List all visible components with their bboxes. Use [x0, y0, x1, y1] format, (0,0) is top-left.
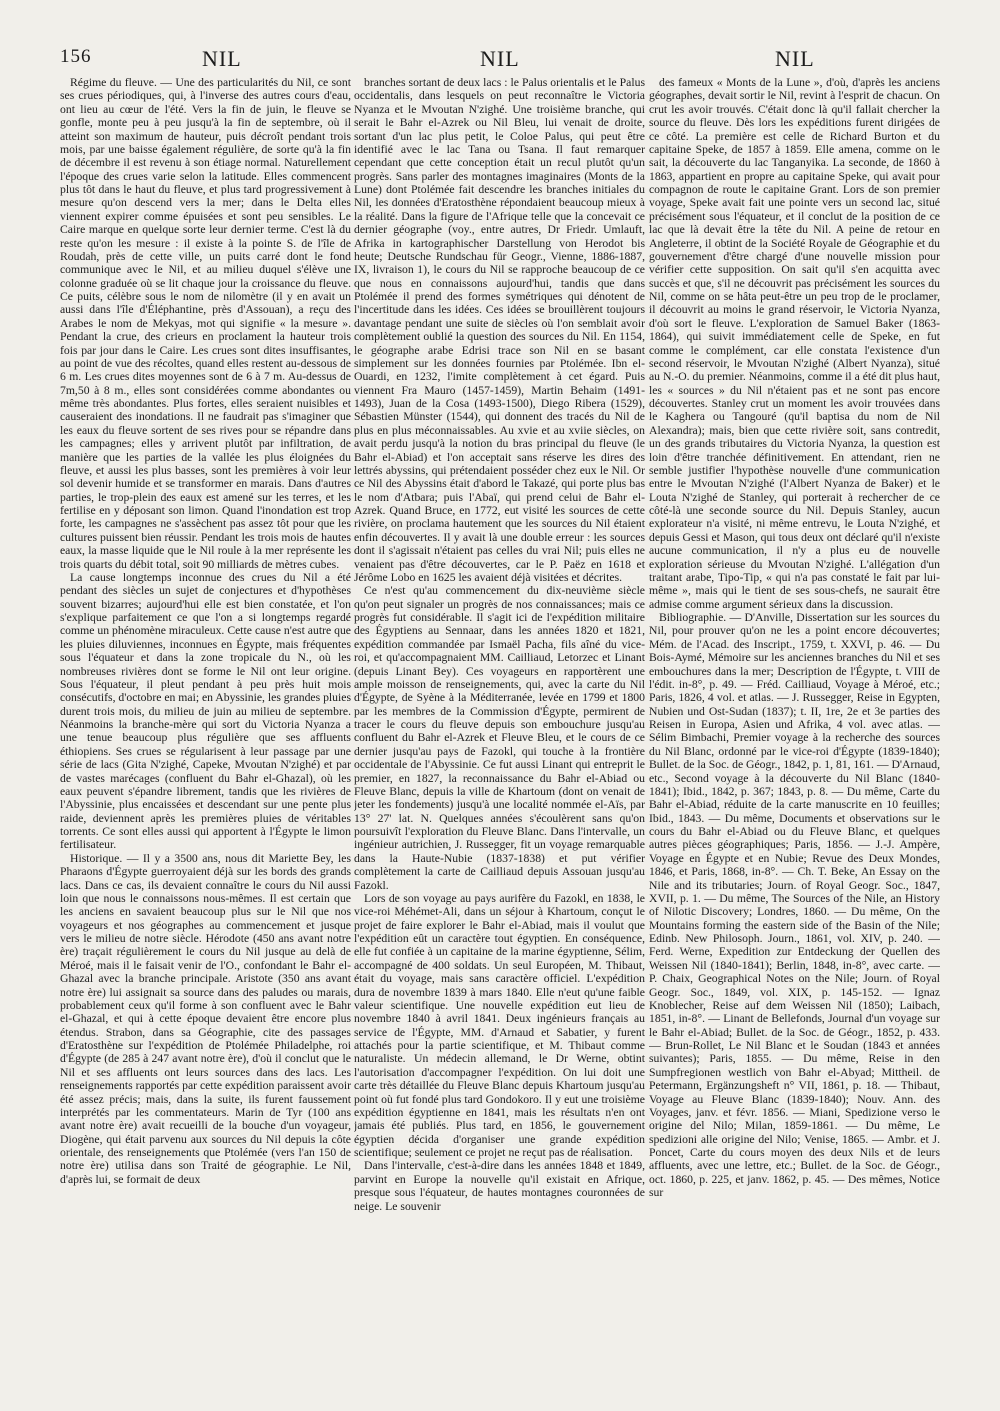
- running-head-center: NIL: [480, 46, 520, 71]
- paragraph-ptolemee: branches sortant de deux lacs : le Palus orientalis et le Palus occidentalis, dans lesquels on peut reconnaître le Victoria Nyanza et le Mvoutan N'zighé. Une troisième branche, qui serait le Bahr el-Azrek ou Nil Bleu, lui venait de droite, sortant d'un lac plus petit, le Coloe Palus, qui peut être identifié avec le lac Tana ou Tsana. Il faut remarquer cependant que cette conception était un recul plutôt qu'un progrès. Sans parler des montagnes imaginaires (Monts de la Lune) dont Ptolémée fait descendre les branches initiales du Nil, les données d'Eratosthène répondaient beaucoup mieux à la réalité. Dans la figure de l'Afrique telle que la concevait ce dernier géographe (voy., entre autres, Dr Friedr. Umlauft, Afrika in kartographischer Darstellung von Herodot bis heute; Deutsche Rundschau für Geogr., Vienne, 1886-1887, IX, livraison 1), le cours du Nil se rapproche beaucoup de ce que nous en connaissons aujourd'hui, tandis que dans Ptolémée il prend des formes symétriques qui dénotent de l'incertitude dans les idées. Ces idées se brouillèrent toujours davantage pendant une suite de siècles où l'on semblait avoir complètement oublié la question des sources du Nil. En 1154, le géographe arabe Edrisi trace son Nil en se basant simplement sur les données fournies par Ptolémée. Ibn el-Ouardi, en 1232, l'imite complètement à cet égard. Puis viennent Fra Mauro (1457-1459), Martin Behaim (1491-1493), Juan de la Cosa (1493-1500), Diego Ribera (1529), Sébastien Münster (1544), qui donnent des tracés du Nil de plus en plus méconnaissables. Au xvie et au xviie siècles, on avait perdu jusqu'à la notion du bras principal du fleuve (le Bahr el-Abiad) et l'on acceptait sans réserve les dires des lettrés abyssins, qui prétendaient posséder chez eux le Nil. Or ce Nil des Abyssins était d'abord le Takazé, qui porte plus bas le nom d'Atbara; puis l'Abaï, qui prend celui de Bahr el-Azrek. Quand Bruce, en 1772, eut visité les sources de cette rivière, on proclama hautement que les sources du Nil étaient enfin découvertes. Il y avait là une double erreur : les sources dont il s'agissait n'étaient pas celles du vrai Nil; puis elles ne venaient pas d'être découvertes, car le P. Paëz en 1618 et Jérôme Lobo en 1625 les avaient déjà visitées et décrites.: [354, 76, 645, 584]
- text-column-2: [354, 76, 645, 1401]
- running-header: [60, 40, 942, 72]
- running-head-right: NIL: [775, 46, 815, 71]
- paragraph-monts-de-la-lune: des fameux « Monts de la Lune », d'où, d'après les anciens géographes, devait sortir le Nil, revint à l'esprit de chacun. On crut les avoir trouvés. C'était donc là qu'il fallait chercher la source du fleuve. Dès lors les expéditions furent dirigées de ce côté. La première est celle de Richard Burton et du capitaine Speke, de 1857 à 1859. Elle amena, comme on le sait, la découverte du lac Tanganyika. La seconde, de 1860 à 1863, appartient en propre au capitaine Speke, qui avait pour compagnon de route le capitaine Grant. Lors de son premier voyage, Speke avait fait une pointe vers un second lac, situé précisément sous l'équateur, et il conclut de la position de ce lac que là devait être la tête du Nil. A peine de retour en Angleterre, il obtint de la Société Royale de Géographie et du gouvernement d'être chargé d'une nouvelle mission pour vérifier cette supposition. On sait qu'il s'en acquitta avec succès et que, s'il ne découvrit pas précisément les sources du Nil, comme on se hâta peut-être un peu trop de le proclamer, il découvrit au moins le grand réservoir, le Victoria Nyanza, d'où sort le fleuve. L'exploration de Samuel Baker (1863-1864), qui suivit immédiatement celle de Speke, en fut comme le complément, car elle constata l'existence d'un second réservoir, le Mvoutan N'zighé (Albert Nyanza), situé au N.-O. du premier. Néanmoins, comme il a été dit plus haut, les « sources » du Nil n'étaient pas et ne sont pas encore découvertes. Stanley crut un moment les avoir trouvées dans le Kaghera ou Tangouré (qu'il baptisa du nom de Nil Alexandra); mais, bien que cette rivière soit, sans contredit, un des grands tributaires du Victoria Nyanza, la question est loin d'être tranchée définitivement. En attendant, rien ne semble justifier l'hypothèse nouvelle d'une communication entre le Mvoutan N'zighé (l'Albert Nyanza de Baker) et le Louta N'zighé de Stanley, qui porterait à rechercher de ce côté-là une seconde source du Nil. Depuis Stanley, aucun explorateur n'a visité, ni même entrevu, le Louta N'zighé, et depuis Gessi et Mason, qui tous deux ont déclaré qu'il n'existe aucune communication, il n'y a plus eu de nouvelle exploration sérieuse du Mvoutan N'zighé. L'allégation d'un traitant arabe, Tipo-Tip, « qui n'a pas constaté le fait par lui-même », mais qui le tient de ses sous-chefs, ne saurait être admise comme argument sérieux dans la discussion.: [649, 76, 940, 611]
- running-head-left: NIL: [202, 46, 242, 71]
- paragraph-cause-des-crues: La cause longtemps inconnue des crues du Nil a été pendant des siècles un sujet de conjectures et d'hypothèses souvent bizarres; aujourd'hui elle est bien constatée, et l'on s'explique parfaitement ce que l'on a si longtemps regardé comme un phénomène miraculeux. Cette cause n'est autre que les pluies diluviennes, inconnues en Égypte, mais fréquentes sous l'équateur et dans la zone tropicale du N., où les nombreuses rivières dont se forme le Nil ont leur origine. Sous l'équateur, il pleut pendant à peu près huit mois consécutifs, d'octobre en mai; en Abyssinie, les grandes pluies durent trois mois, du milieu de juin au milieu de septembre. Néanmoins la branche-mère qui sort du Victoria Nyanza a une tenue beaucoup plus régulière que ses affluents éthiopiens. Ses crues se régularisent à leur passage par une série de lacs (Gita N'zighé, Capeke, Mvoutan N'zighé) et par de vastes marécages (confluent du Bahr el-Ghazal), où les eaux peuvent s'épandre librement, tandis que les rivières de l'Abyssinie, plus encaissées et descendant sur une pente plus raide, deviennent après les premières pluies de véritables torrents. Ce sont elles aussi qui apportent à l'Égypte le limon fertilisateur.: [60, 570, 351, 852]
- paragraph-fazokl: Lors de son voyage au pays aurifère du Fazokl, en 1838, le vice-roi Méhémet-Ali, dans un séjour à Khartoum, conçut le projet de faire explorer le Bahr el-Abiad, mais il voulut que l'expédition eût un caractère tout égyptien. En conséquence, elle fut confiée à un capitaine de la marine égyptienne, Sélim, accompagné de 400 soldats. Un seul Européen, M. Thibaut, était du voyage, mais sans caractère officiel. L'expédition dura de novembre 1839 à mars 1840. Elle n'eut qu'une faible valeur scientifique. Une nouvelle expédition eut lieu de novembre 1840 à avril 1841. Deux ingénieurs français au service de l'Égypte, MM. d'Arnaud et Sabatier, y furent attachés pour la partie scientifique, et M. Thibaut comme naturaliste. Un médecin allemand, le Dr Werne, obtint l'autorisation d'accompagner l'expédition. On lui doit une carte très détaillée du Fleuve Blanc depuis Khartoum jusqu'au point où fut fondé plus tard Gondokoro. Il y eut une troisième expédition égyptienne en 1841, mais les résultats n'en ont jamais été publiés. Plus tard, en 1856, le gouvernement égyptien décida d'organiser une grande expédition scientifique; seulement ce projet ne reçut pas de réalisation.: [354, 891, 645, 1159]
- page-number: 156: [60, 46, 92, 67]
- paragraph-bibliographie: Bibliographie. — D'Anville, Dissertation sur les sources du Nil, pour prouver qu'on ne les a point encore découvertes; Mém. de l'Acad. des Inscript., 1759, t. XXVI, p. 46. — Du Bois-Aymé, Mémoire sur les anciennes branches du Nil et ses embouchures dans la mer; Description de l'Égypte, t. VIII de l'édit. in-8°, p. 49. — Fréd. Cailliaud, Voyage à Méroé, etc.; Paris, 1826, 4 vol. et atlas. — J. Russegger, Reise in Egypten, Nubien und Ost-Sudan (1837); t. II, 1re, 2e et 3e parties des Reisen in Europa, Asien und Afrika, 4 vol. avec atlas. — Sélim Bimbachi, Premier voyage à la recherche des sources du Nil Blanc, ordonné par le vice-roi d'Égypte (1839-1840); Bullet. de la Soc. de Géogr., 1842, p. 1, 81, 161. — D'Arnaud, etc., Second voyage à la découverte du Nil Blanc (1840-1841); Ibid., 1842, p. 367; 1843, p. 8. — Du même, Carte du Bahr el-Abiad, réduite de la carte manuscrite en 10 feuilles; Ibid., 1843. — Du même, Documents et observations sur le cours du Bahr el-Abiad ou du Fleuve Blanc, et quelques autres pièces géographiques; Paris, 1856. — J.-J. Ampère, Voyage en Égypte et en Nubie; Revue des Deux Mondes, 1846, et Paris, 1868, in-8°. — Ch. T. Beke, An Essay on the Nile and its tributaries; Journ. of Royal Geogr. Soc., 1847, XVII, p. 1. — Du même, The Sources of the Nile, an History of Nilotic Discovery; Londres, 1860. — Du même, On the Mountains forming the eastern side of the Basin of the Nile; Edinb. New Philosoph. Journ., 1861, vol. XIV, p. 240. — Ferd. Werne, Expedition zur Entdeckung der Quellen des Weissen Nil (1840-1841); Berlin, 1848, in-8°, avec carte. — P. Chaix, Geographical Notes on the Nile; Journ. of Royal Geogr. Soc., 1849, vol. XIX, p. 145-152. — Ignaz Knoblecher, Reise auf dem Weissen Nil (1850); Laibach, 1851, in-8°. — Linant de Bellefonds, Journal d'un voyage sur le Bahr el-Abiad; Bullet. de la Soc. de Géogr., 1852, p. 433. — Brun-Rollet, Le Nil Blanc et le Soudan (1843 et années suivantes); Paris, 1855. — Du même, Reise in den Sumpfregionen westlich von Bahr el-Abyad; Mittheil. de Petermann, Ergänzungsheft n° VII, 1861, p. 18. — Thibaut, Voyage au Fleuve Blanc (1839-1840); Nouv. Ann. des Voyages, janv. et févr. 1856. — Miani, Spedizione verso le origine del Nilo; Milan, 1859-1861. — Du même, Le spedizioni alle origine del Nilo; Venise, 1865. — Ambr. et J. Poncet, Carte du cours moyen des deux Nils et de leurs affluents, avec une lettre, etc.; Bullet. de la Soc. de Géogr., oct. 1860, p. 225, et janv. 1862, p. 45. — Des mêmes, Notice sur: [649, 611, 940, 1200]
- paragraph-intervalle: Dans l'intervalle, c'est-à-dire dans les années 1848 et 1849, parvint en Europe la nouvelle qu'il existait en Afrique, presque sous l'équateur, de hautes montagnes couronnées de neige. Le souvenir: [354, 1159, 645, 1213]
- paragraph-historique: Historique. — Il y a 3500 ans, nous dit Mariette Bey, les Pharaons d'Égypte guerroyaient déjà sur les bords des grands lacs. Dans ce cas, ils devaient connaître le cours du Nil aussi loin que nous le connaissons nous-mêmes. Il est certain que les anciens en savaient beaucoup plus sur le Nil que nos voyageurs et nos géographes au commencement et jusque vers le milieu de notre siècle. Hérodote (450 ans avant notre ère) traçait régulièrement le cours du Nil jusque au delà de Méroé, mais il le faisait venir de l'O., confondant le Bahr el-Ghazal avec la branche principale. Aristote (350 ans avant notre ère) lui assignait sa source dans des paludes ou marais, probablement ceux qu'il forme à son confluent avec le Bahr el-Ghazal, et qui à cette époque devaient être encore plus étendus. Strabon, dans sa Géographie, cite des passages d'Eratosthène sur l'expédition de Ptolémée Philadelphe, roi d'Égypte (de 285 à 247 avant notre ère), d'où il conclut que le Nil et ses affluents ont leurs sources dans des lacs. Les renseignements rapportés par cette expédition paraissent avoir été assez précis; mais, dans la suite, ils furent faussement interprétés par les commentateurs. Marin de Tyr (100 ans avant notre ère) avait recueilli de la bouche d'un voyageur, Diogène, qui était parvenu aux sources du Nil depuis la côte orientale, des renseignements que Ptolémée (vers l'an 150 de notre ère) utilisa dans son Traité de géographie. Le Nil, d'après lui, se formait de deux: [60, 851, 351, 1186]
- text-column-1: [60, 76, 351, 1401]
- text-column-3: [649, 76, 940, 1401]
- paragraph-regime-du-fleuve: Régime du fleuve. — Une des particularités du Nil, ce sont ses crues périodiques, qui, à l'inverse des autres cours d'eau, ont lieu au cœur de l'été. Vers la fin de juin, le fleuve se gonfle, monte peu à peu jusqu'à la fin de septembre, où il atteint son maximum de hauteur, puis décroît pendant trois mois, par une baisse également régulière, de sorte qu'à la fin de décembre il est revenu à son étiage normal. Naturellement l'époque des crues varie selon la latitude. Elles commencent plus tôt dans le haut du fleuve, et plus tard progressivement à mesure qu'on descend vers la mer; dans le Delta elles viennent expirer comme épuisées et sont peu sensibles. Le Caire marque en quelque sorte leur dernier terme. C'est là du reste qu'on les mesure : il existe à la pointe S. de l'île de Roudah, près de cette ville, un puits carré dont le fond communique avec le Nil, et au milieu duquel s'élève une colonne graduée où se lit chaque jour la croissance du fleuve. Ce puits, célèbre sous le nom de nilomètre (il y en avait un aussi dans l'île d'Éléphantine, près d'Assouan), a reçu des Arabes le nom de Mekyas, mot qui signifie « la mesure ». Pendant la crue, des crieurs en proclament la hauteur trois fois par jour dans le Caire. Les crues sont dites insuffisantes, au point de vue des récoltes, quand elles restent au-dessous de 6 m. Les crues dites moyennes sont de 6 à 7 m. Au-dessus de 7m,50 à 8 m., elles sont considérées comme abondantes ou même très abondantes. Plus fortes, elles seraient nuisibles et causeraient des inondations. Il ne faudrait pas s'imaginer que les eaux du fleuve sortent de ses rives pour se répandre dans les campagnes; elles y arrivent plutôt par infiltration, de manière que les parties de la vallée les plus éloignées du fleuve, et aussi les plus basses, sont les premières à voir leur sol devenir humide et se transformer en marais. Dans d'autres parties, le trop-plein des eaux est amené sur les terres, et les fertilise en y déposant son limon. Quand l'inondation est trop forte, les campagnes ne s'assèchent pas assez tôt pour que les cultures puissent bien réussir. Pendant les trois mois de hautes eaux, la masse liquide que le Nil roule à la mer représente les trois quarts du débit total, soit 90 milliards de mètres cubes.: [60, 76, 351, 571]
- paragraph-dix-neuvieme-siecle: Ce n'est qu'au commencement du dix-neuvième siècle qu'on peut signaler un progrès de nos connaissances; mais ce progrès fut considérable. Il s'agit ici de l'expédition militaire des Égyptiens au Sennaar, dans les années 1820 et 1821, expédition commandée par Ismaël Pacha, fils aîné du vice-roi, et qu'accompagnaient MM. Cailliaud, Letorzec et Linant (depuis Linant Bey). Ces voyageurs en rapportèrent une ample moisson de renseignements, qui, avec la carte du Nil d'Égypte, de Syène à la Méditerranée, levée en 1799 et 1800 par les membres de la Commission d'Égypte, permirent de tracer le cours du fleuve depuis son embouchure jusqu'au confluent du Bahr el-Azrek et Fleuve Bleu, et le cours de ce dernier jusqu'au pays de Fazokl, qui touche à la frontière occidentale de l'Abyssinie. Ce fut aussi Linant qui entreprit le premier, en 1827, la reconnaissance du Bahr el-Abiad ou Fleuve Blanc, depuis la ville de Khartoum (dont on venait de jeter les fondements) jusqu'à une localité nommée el-Aïs, par 13° 27' lat. N. Quelques années s'écoulèrent sans qu'on poursuivît l'exploration du Fleuve Blanc. Dans l'intervalle, un ingénieur autrichien, J. Russegger, fit un voyage remarquable dans la Haute-Nubie (1837-1838) et put vérifier complètement la carte de Cailliaud depuis Assouan jusqu'au Fazokl.: [354, 584, 645, 892]
